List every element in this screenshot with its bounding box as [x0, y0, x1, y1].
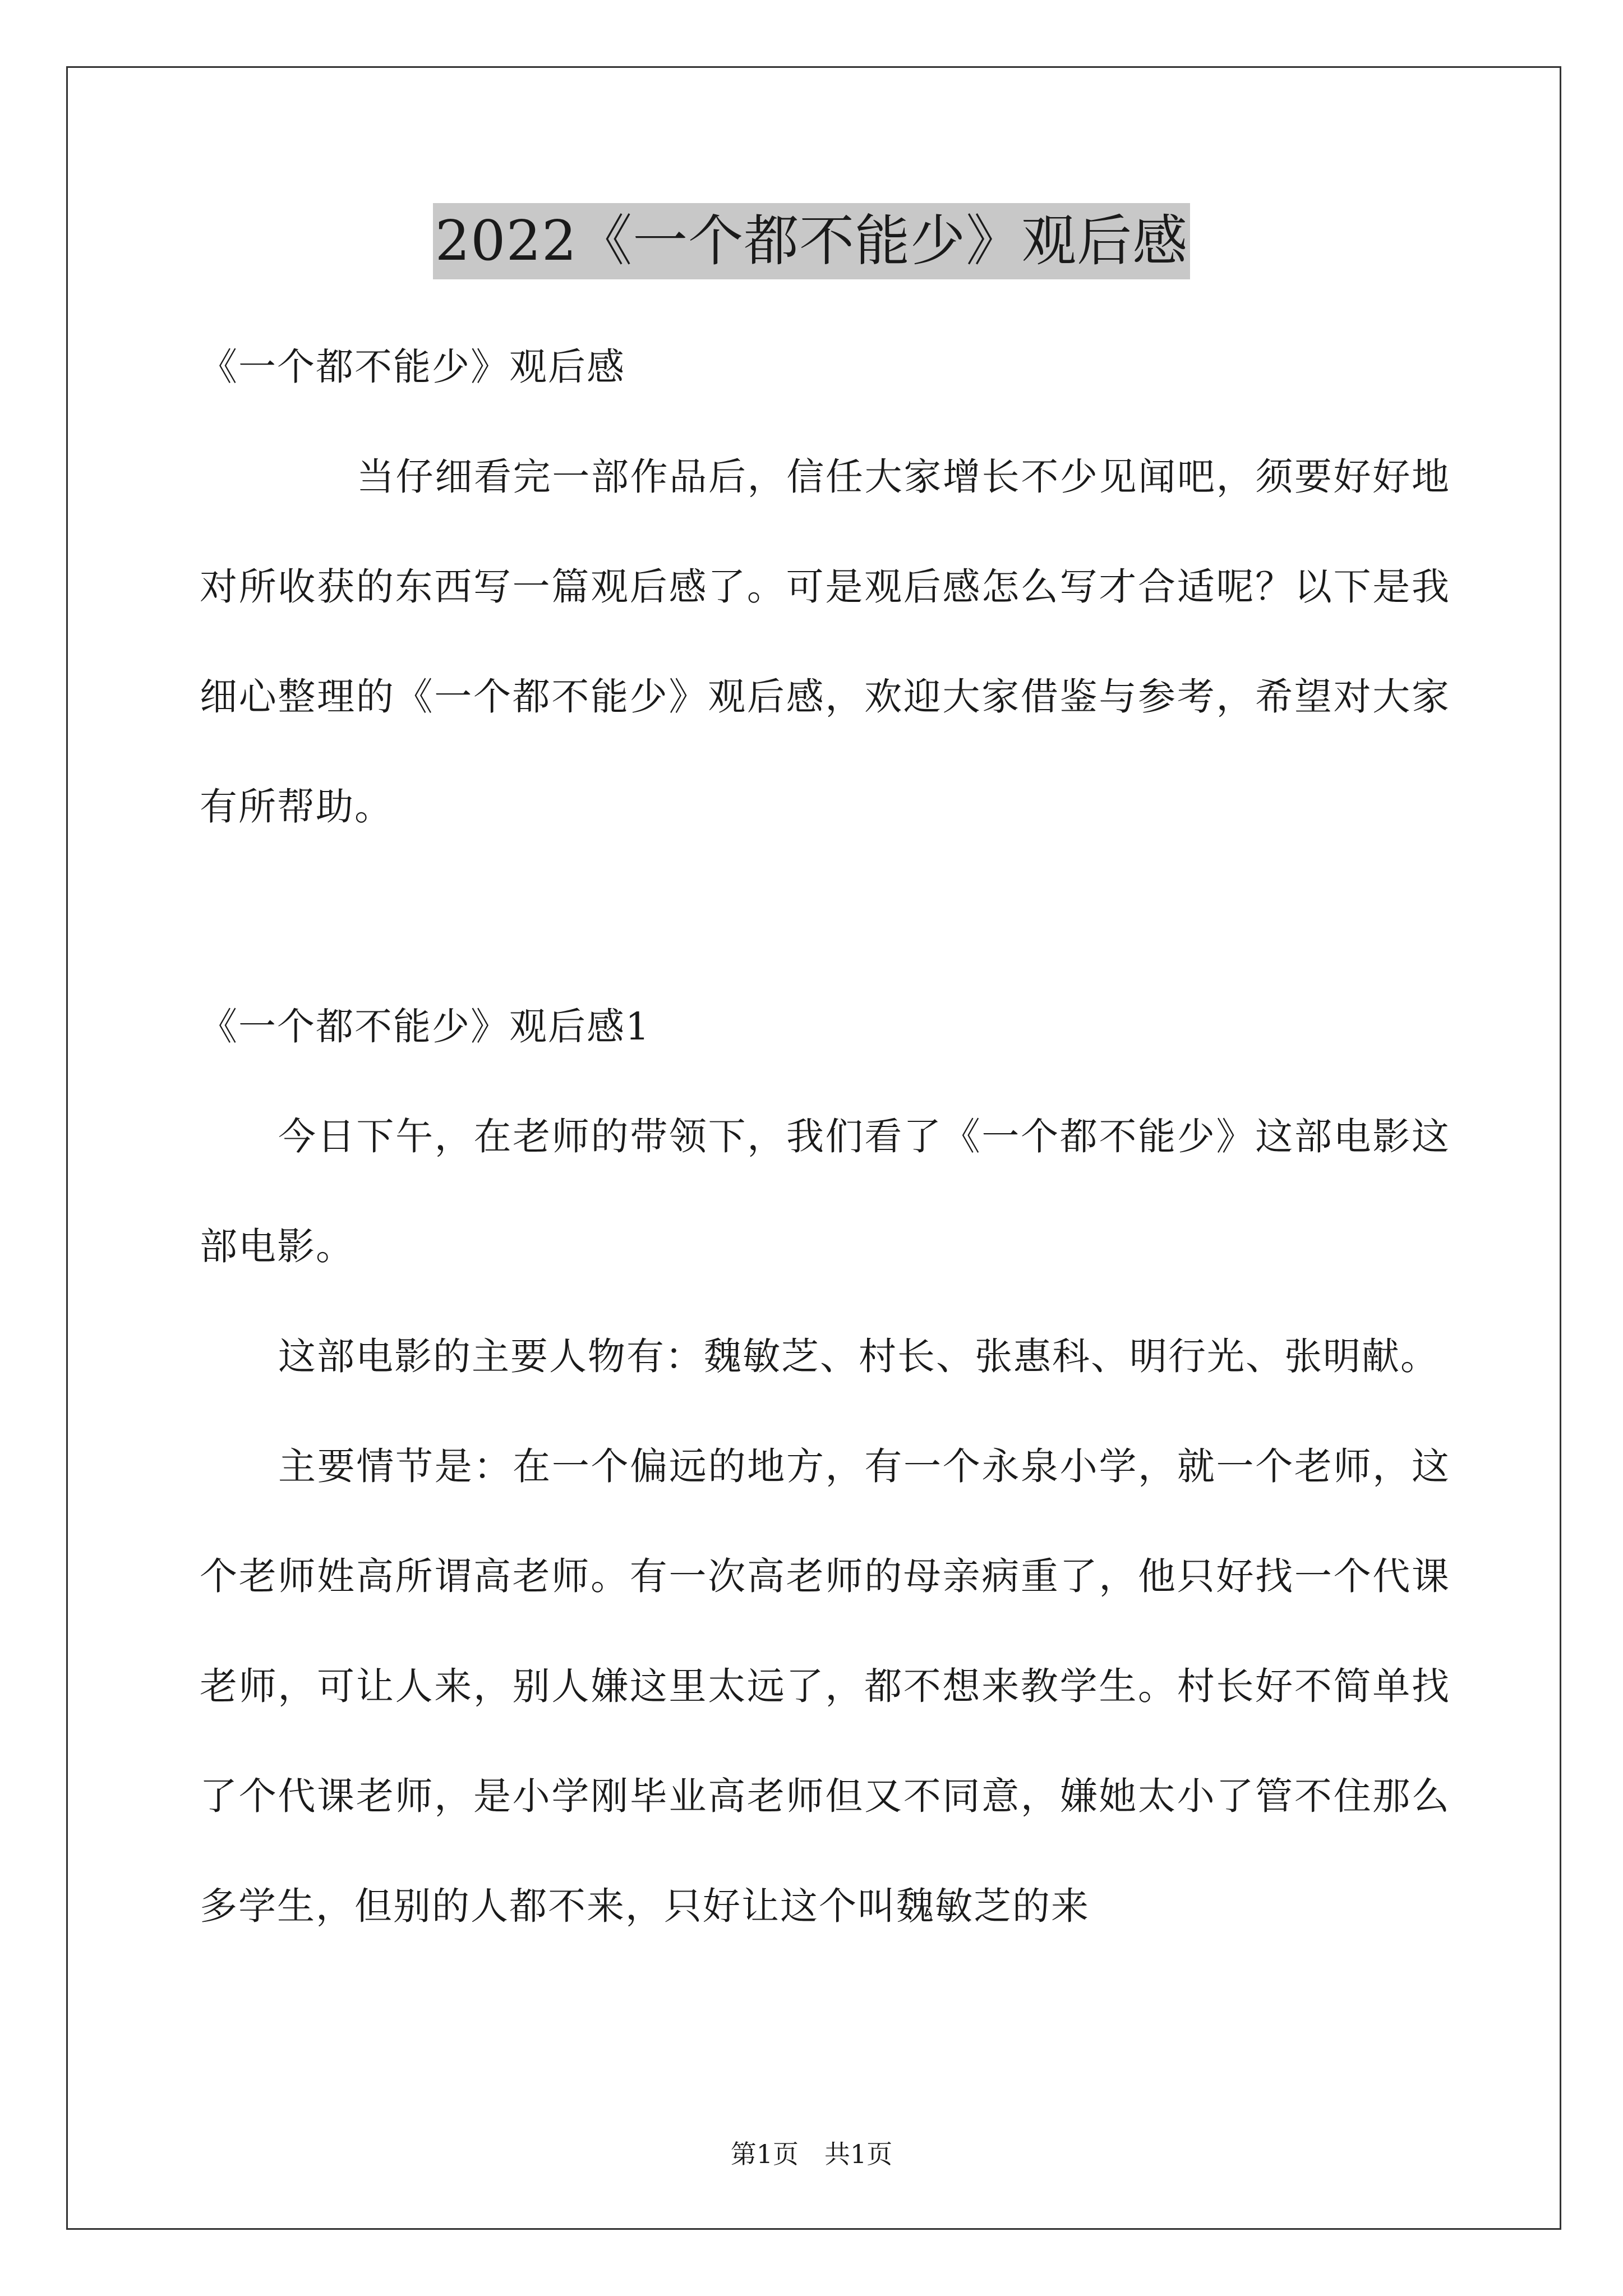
document-body [200, 312, 1450, 1961]
document-title: 2022《一个都不能少》观后感 [433, 203, 1190, 279]
section-heading: 《一个都不能少》观后感1 [200, 1005, 651, 1048]
page-footer: 第1页 共1页 [730, 2139, 893, 2169]
body-paragraph: 今日下午，在老师的带领下，我们看了《一个都不能少》这部电影这部电影。 [200, 1115, 1450, 1268]
intro-paragraph: 当仔细看完一部作品后，信任大家增长不少见闻吧，须要好好地对所收获的东西写一篇观后感了。可是观后感怎么写才合适呢？以下是我细心整理的《一个都不能少》观后感，欢迎大家借鉴与参考，希望对大家有所帮助。 [200, 455, 1450, 829]
body-paragraph: 这部电影的主要人物有：魏敏芝、村长、张惠科、明行光、张明献。 [278, 1335, 1439, 1378]
body-paragraph: 主要情节是：在一个偏远的地方，有一个永泉小学，就一个老师，这个老师姓高所谓高老师。有一次高老师的母亲病重了，他只好找一个代课老师，可让人来，别人嫌这里太远了，都不想来教学生。村长好不简单找了个代课老师，是小学刚毕业高老师但又不同意，嫌她太小了管不住那么多学生，但别的人都不来，只好让这个叫魏敏芝的来 [200, 1444, 1450, 1928]
subtitle: 《一个都不能少》观后感 [200, 345, 625, 389]
title-wrap [0, 203, 1623, 279]
